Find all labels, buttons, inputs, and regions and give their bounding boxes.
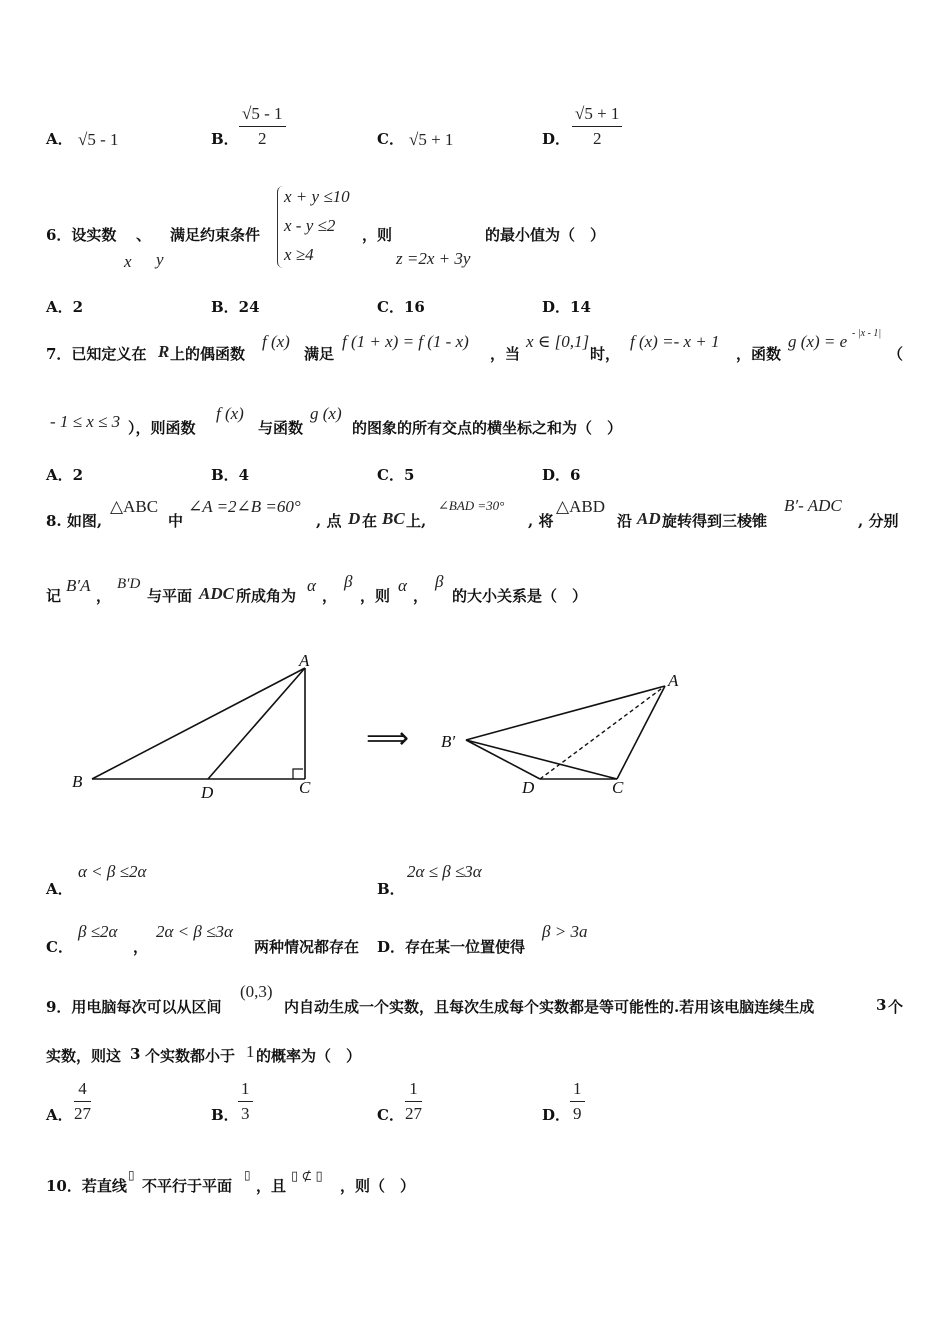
fig-arrow-icon: ⟹ (366, 722, 410, 755)
q8-option-c: C． (46, 938, 73, 956)
q8-comma-2: ， (322, 587, 338, 605)
q8-p2: 中 (168, 512, 184, 530)
q9-l2-p1: 实数，则这 (46, 1047, 122, 1065)
q10-p1: 10．若直线 (46, 1177, 127, 1195)
q9-option-d: D． (542, 1106, 571, 1124)
q7-R: R (158, 342, 170, 361)
q8-AD: AD (637, 509, 661, 528)
q7-gx: g (x) = e (788, 332, 848, 351)
q6-prefix: 6．设实数 (46, 226, 117, 244)
q6-option-a: A．2 (46, 298, 84, 316)
q5-option-a-expr: √5 - 1 (78, 130, 119, 149)
q9-option-d-frac: $\frac{1}{9}$ (570, 1079, 585, 1124)
q6-brace (277, 186, 284, 268)
q7-fx: f (x) (262, 332, 290, 351)
q9-three-2: 3 (130, 1045, 141, 1063)
q5-option-b: B． (211, 130, 239, 148)
fig-line-bpc (466, 740, 617, 779)
q8-option-d-expr: β > 3a (542, 922, 588, 941)
q8-option-c-expr1: β ≤2α (78, 922, 118, 941)
q7-p9: 与函数 (258, 419, 304, 437)
q9-l2-p3: 的概率为（ ） (256, 1047, 362, 1065)
fig-line-ad (208, 668, 305, 779)
q10-placeholder-2: ▯ (244, 1168, 251, 1182)
q8-bad: ∠BAD =30° (438, 498, 505, 513)
fig-label-c: C (299, 778, 311, 797)
fig-label-a: A (299, 651, 310, 670)
q7-exponent: - |x - 1| (852, 328, 882, 339)
q8-beta-2: β (435, 572, 444, 591)
q9-l2-p2: 个实数都小于 (145, 1047, 236, 1065)
q7-p7: （ (888, 345, 904, 363)
q9-p2: 内自动生成一个实数，且每次生成每个实数都是等可能性的.若用该电脑连续生成 (284, 998, 815, 1016)
q9-p1: 9．用电脑每次可以从区间 (46, 998, 222, 1016)
q7-range: - 1 ≤ x ≤ 3 (50, 412, 121, 431)
q6-tail: 的最小值为（ ） (485, 226, 606, 244)
q6-constraint-2: x - y ≤2 (284, 216, 336, 235)
q8-l2-p3: 所成角为 (236, 587, 297, 605)
q8-option-b-expr: 2α ≤ β ≤3α (407, 862, 482, 881)
fig-label-d: D (201, 783, 214, 802)
q8-beta: β (344, 572, 353, 591)
q6-option-d: D．14 (542, 298, 591, 316)
q10-p4: ，则（ ） (340, 1177, 416, 1195)
fig-line-bpd (466, 740, 540, 779)
q6-constraint-3: x ≥4 (284, 245, 314, 264)
q9-option-a: A． (46, 1106, 73, 1124)
q9-three: 3 (876, 996, 887, 1014)
q7-option-a: A．2 (46, 466, 84, 484)
q6-var-y: y (156, 250, 164, 269)
q6-then: ，则 (362, 226, 393, 244)
q7-p6: ，函数 (736, 345, 782, 363)
q10-placeholder-1: ▯ (128, 1168, 135, 1182)
q5-option-a: A． (46, 130, 73, 148)
q7-p4: ，当 (490, 345, 521, 363)
q8-bd: B′D (117, 576, 141, 592)
q8-D: D (348, 509, 361, 528)
q8-l2-p2: 与平面 (147, 587, 193, 605)
q8-p5: 上, (406, 512, 427, 530)
q8-p7: 沿 (617, 512, 633, 530)
q6-sep: 、 (136, 226, 152, 244)
q5-option-c: C． (377, 130, 404, 148)
q9-interval: (0,3) (240, 982, 273, 1001)
q8-option-b: B． (377, 880, 405, 898)
q6-option-b: B．24 (211, 298, 260, 316)
q8-l2-p1: 记 (46, 587, 62, 605)
q7-option-d: D．6 (542, 466, 581, 484)
q7-domain: x ∈ [0,1] (526, 332, 590, 351)
q10-relation: ▯ ⊄ ▯ (291, 1168, 323, 1183)
fig-label-c2: C (612, 778, 624, 797)
q8-option-d: D．存在某一位置使得 (377, 938, 526, 956)
q8-option-c-sep: ， (133, 938, 149, 956)
q9-one: 1 (246, 1042, 255, 1061)
q7-p3: 满足 (304, 345, 335, 363)
fig-label-a2: A (668, 671, 679, 690)
q8-option-a: A． (46, 880, 73, 898)
q8-angles: ∠A =2∠B =60° (188, 497, 301, 516)
q8-l2-p5: 的大小关系是（ ） (452, 587, 588, 605)
fig-label-b: B (72, 772, 83, 791)
q7-eq2: f (x) =- x + 1 (630, 332, 720, 351)
q7-p5: 时， (590, 345, 621, 363)
q5-option-d: D． (542, 130, 571, 148)
q10-p3: ，且 (256, 1177, 287, 1195)
q7-gx2: g (x) (310, 404, 342, 423)
q7-p10: 的图象的所有交点的横坐标之和为（ ） (352, 419, 623, 437)
q9-option-b: B． (211, 1106, 239, 1124)
q8-p4: 在 (362, 512, 378, 530)
fig-line-da-dashed (540, 686, 665, 779)
q8-alpha-2: α (398, 576, 407, 595)
q7-fx2: f (x) (216, 404, 244, 423)
q6-option-c: C．16 (377, 298, 425, 316)
q8-ba: B′A (66, 576, 91, 595)
q8-tri2: △ABD (556, 497, 605, 516)
q7-eq1: f (1 + x) = f (1 - x) (342, 332, 469, 351)
q9-option-c: C． (377, 1106, 404, 1124)
q6-objective: z =2x + 3y (396, 249, 471, 268)
q8-pyramid: B′- ADC (784, 496, 842, 515)
q8-p1: 8. 如图, (46, 512, 103, 530)
q7-option-c: C．5 (377, 466, 415, 484)
q8-option-c-expr2: 2α < β ≤3α (156, 922, 233, 941)
q8-comma-3: ， (413, 587, 429, 605)
q8-p6: , 将 (528, 512, 554, 530)
q8-p9: , 分别 (858, 512, 899, 530)
q7-option-b: B．4 (211, 466, 250, 484)
q5-option-b-frac: $\frac{√5 - 1}{2}$ (239, 104, 286, 149)
q7-p2: 上的偶函数 (170, 345, 246, 363)
q7-p1: 7．已知定义在 (46, 345, 147, 363)
q8-figure (60, 648, 700, 808)
q9-option-c-frac: $\frac{1}{27}$ (405, 1079, 422, 1123)
q6-var-x: x (124, 252, 132, 271)
q8-adc: ADC (199, 584, 234, 603)
fig-label-bprime: B′ (441, 732, 456, 751)
q8-comma: ， (96, 587, 112, 605)
q8-alpha: α (307, 576, 316, 595)
fig-line-ca (617, 686, 665, 779)
q9-option-b-frac: $\frac{1}{3}$ (238, 1079, 253, 1124)
q8-BC: BC (382, 509, 405, 528)
q9-p3: 个 (888, 998, 904, 1016)
q8-p8: 旋转得到三棱锥 (662, 512, 768, 530)
fig-line-ba (92, 668, 305, 779)
q8-tri1: △ABC (110, 497, 159, 516)
q5-option-d-frac: $\frac{√5 + 1}{2}$ (572, 104, 622, 149)
q8-p3: , 点 (316, 512, 342, 530)
q9-option-a-frac: $\frac{4}{27}$ (74, 1079, 91, 1123)
q5-option-c-expr: √5 + 1 (409, 130, 454, 149)
q10-p2: 不平行于平面 (142, 1177, 233, 1195)
q8-option-a-expr: α < β ≤2α (78, 862, 147, 881)
q8-l2-p4: ，则 (360, 587, 391, 605)
fig-line-bpa (466, 686, 665, 740)
fig-label-d2: D (522, 778, 535, 797)
q7-p8: ），则函数 (128, 419, 196, 437)
q8-option-c-tail: 两种情况都存在 (254, 938, 360, 956)
q6-constraint-1: x + y ≤10 (284, 187, 350, 206)
q6-constraint-text: 满足约束条件 (170, 226, 261, 244)
